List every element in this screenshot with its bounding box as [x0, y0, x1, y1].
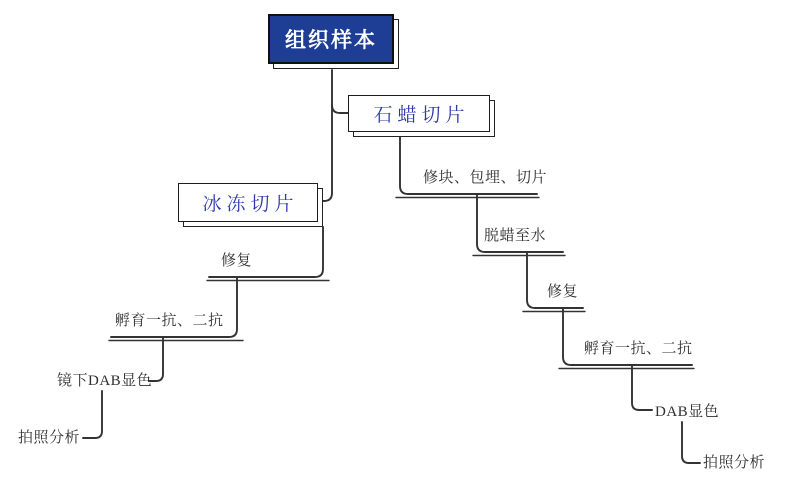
step-retrieval-frozen: 修复	[221, 253, 253, 269]
root-node-tissue-sample	[268, 14, 394, 64]
branch-node-paraffin-section	[348, 95, 490, 132]
step-photo-analysis-paraffin: 拍照分析	[703, 455, 766, 471]
step-dab-staining: DAB显色	[655, 404, 720, 420]
branch-node-frozen-section	[178, 183, 318, 222]
step-dewax-to-water: 脱蜡至水	[484, 228, 547, 244]
step-incubate-antibodies-frozen: 孵育一抗、二抗	[115, 313, 224, 329]
paraffin-node-label: 石蜡切片	[373, 105, 470, 126]
step-incubate-antibodies-paraffin: 孵育一抗、二抗	[584, 341, 693, 357]
frozen-node-label: 冰冻切片	[202, 194, 299, 215]
root-node-label: 组织样本	[285, 29, 377, 52]
step-photo-analysis-frozen: 拍照分析	[18, 430, 81, 446]
step-retrieval-paraffin: 修复	[547, 284, 579, 300]
step-dab-under-microscope: 镜下DAB显色	[57, 373, 153, 389]
step-trim-embed-section: 修块、包埋、切片	[423, 170, 548, 186]
